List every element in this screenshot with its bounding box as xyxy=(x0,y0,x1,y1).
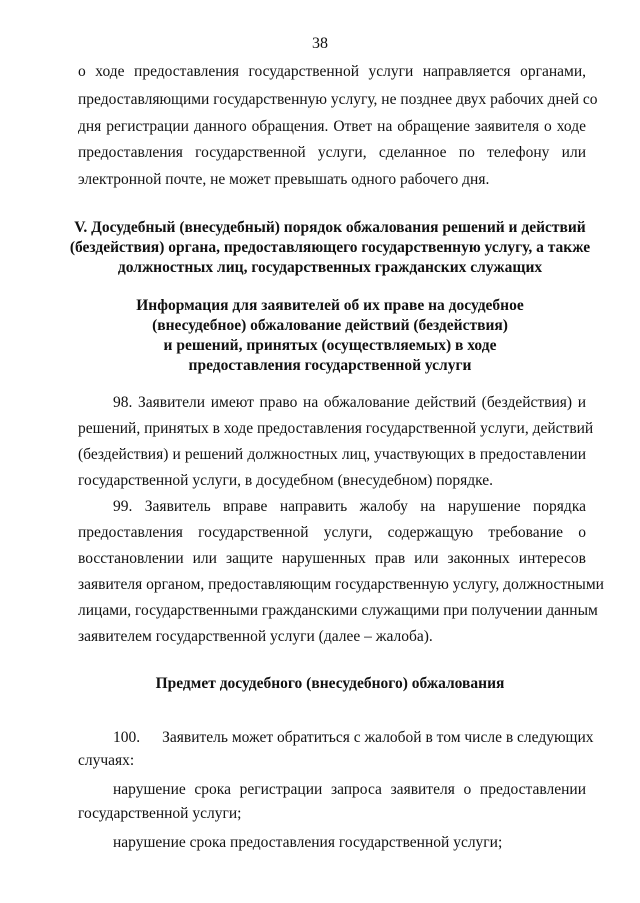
subject-heading: Предмет досудебного (внесудебного) обжалования xyxy=(155,675,505,692)
paragraph-100-first-line xyxy=(113,728,594,748)
paragraph-99-line: восстановлении или защите нарушенных прав или законных интересов xyxy=(78,550,586,567)
intro-line: предоставления государственной услуги, сделанное по телефону или xyxy=(78,144,586,161)
paragraph-99-line: лицами, государственными гражданскими служащими при получении данным xyxy=(78,602,598,619)
section-heading-line: V. Досудебный (внесудебный) порядок обжалования решений и действий xyxy=(74,219,586,236)
subsection-heading-line: и решений, принятых (осуществляемых) в ходе xyxy=(163,337,497,354)
subsection-heading-line: предоставления государственной услуги xyxy=(188,357,472,374)
intro-line: дня регистрации данного обращения. Ответ на обращение заявителя о ходе xyxy=(78,118,586,135)
case-item-line: нарушение срока регистрации запроса заявителя о предоставлении xyxy=(113,781,586,798)
case-item-line: нарушение срока предоставления государственной услуги; xyxy=(113,834,503,851)
subsection-heading-line: (внесудебное) обжалование действий (бездействия) xyxy=(152,317,508,334)
paragraph-100-text: Заявитель может обратиться с жалобой в том числе в следующих xyxy=(162,729,594,746)
intro-line: предоставляющими государственную услугу, не позднее двух рабочих дней со xyxy=(78,91,598,108)
paragraph-98-line: решений, принятых в ходе предоставления государственной услуги, действий xyxy=(78,420,594,437)
paragraph-99-line: заявителем государственной услуги (далее – жалоба). xyxy=(78,628,433,645)
paragraph-98-line: 98. Заявители имеют право на обжалование действий (бездействия) и xyxy=(113,394,586,411)
section-heading-line: должностных лиц, государственных гражданских служащих xyxy=(117,259,543,276)
intro-line: электронной почте, не может превышать одного рабочего дня. xyxy=(78,171,490,188)
paragraph-98-line: государственной услуги, в досудебном (внесудебном) порядке. xyxy=(78,472,494,489)
section-heading-line: (бездействия) органа, предоставляющего государственную услугу, а также xyxy=(69,239,591,256)
subsection-heading-line: Информация для заявителей об их праве на досудебное xyxy=(136,297,524,314)
intro-line: о ходе предоставления государственной услуги направляется органами, xyxy=(78,63,586,80)
paragraph-99-line: 99. Заявитель вправе направить жалобу на нарушение порядка xyxy=(113,498,586,515)
paragraph-100-number: 100. xyxy=(113,729,141,746)
paragraph-98-line: (бездействия) и решений должностных лиц, участвующих в предоставлении xyxy=(78,446,586,463)
case-item-line: государственной услуги; xyxy=(78,805,242,822)
paragraph-99-line: заявителя органом, предоставляющим государственную услугу, должностными xyxy=(78,576,604,593)
paragraph-100-second-line: случаях: xyxy=(78,752,135,769)
paragraph-99-line: предоставления государственной услуги, содержащую требование о xyxy=(78,524,586,541)
page-number: 38 xyxy=(312,35,328,52)
